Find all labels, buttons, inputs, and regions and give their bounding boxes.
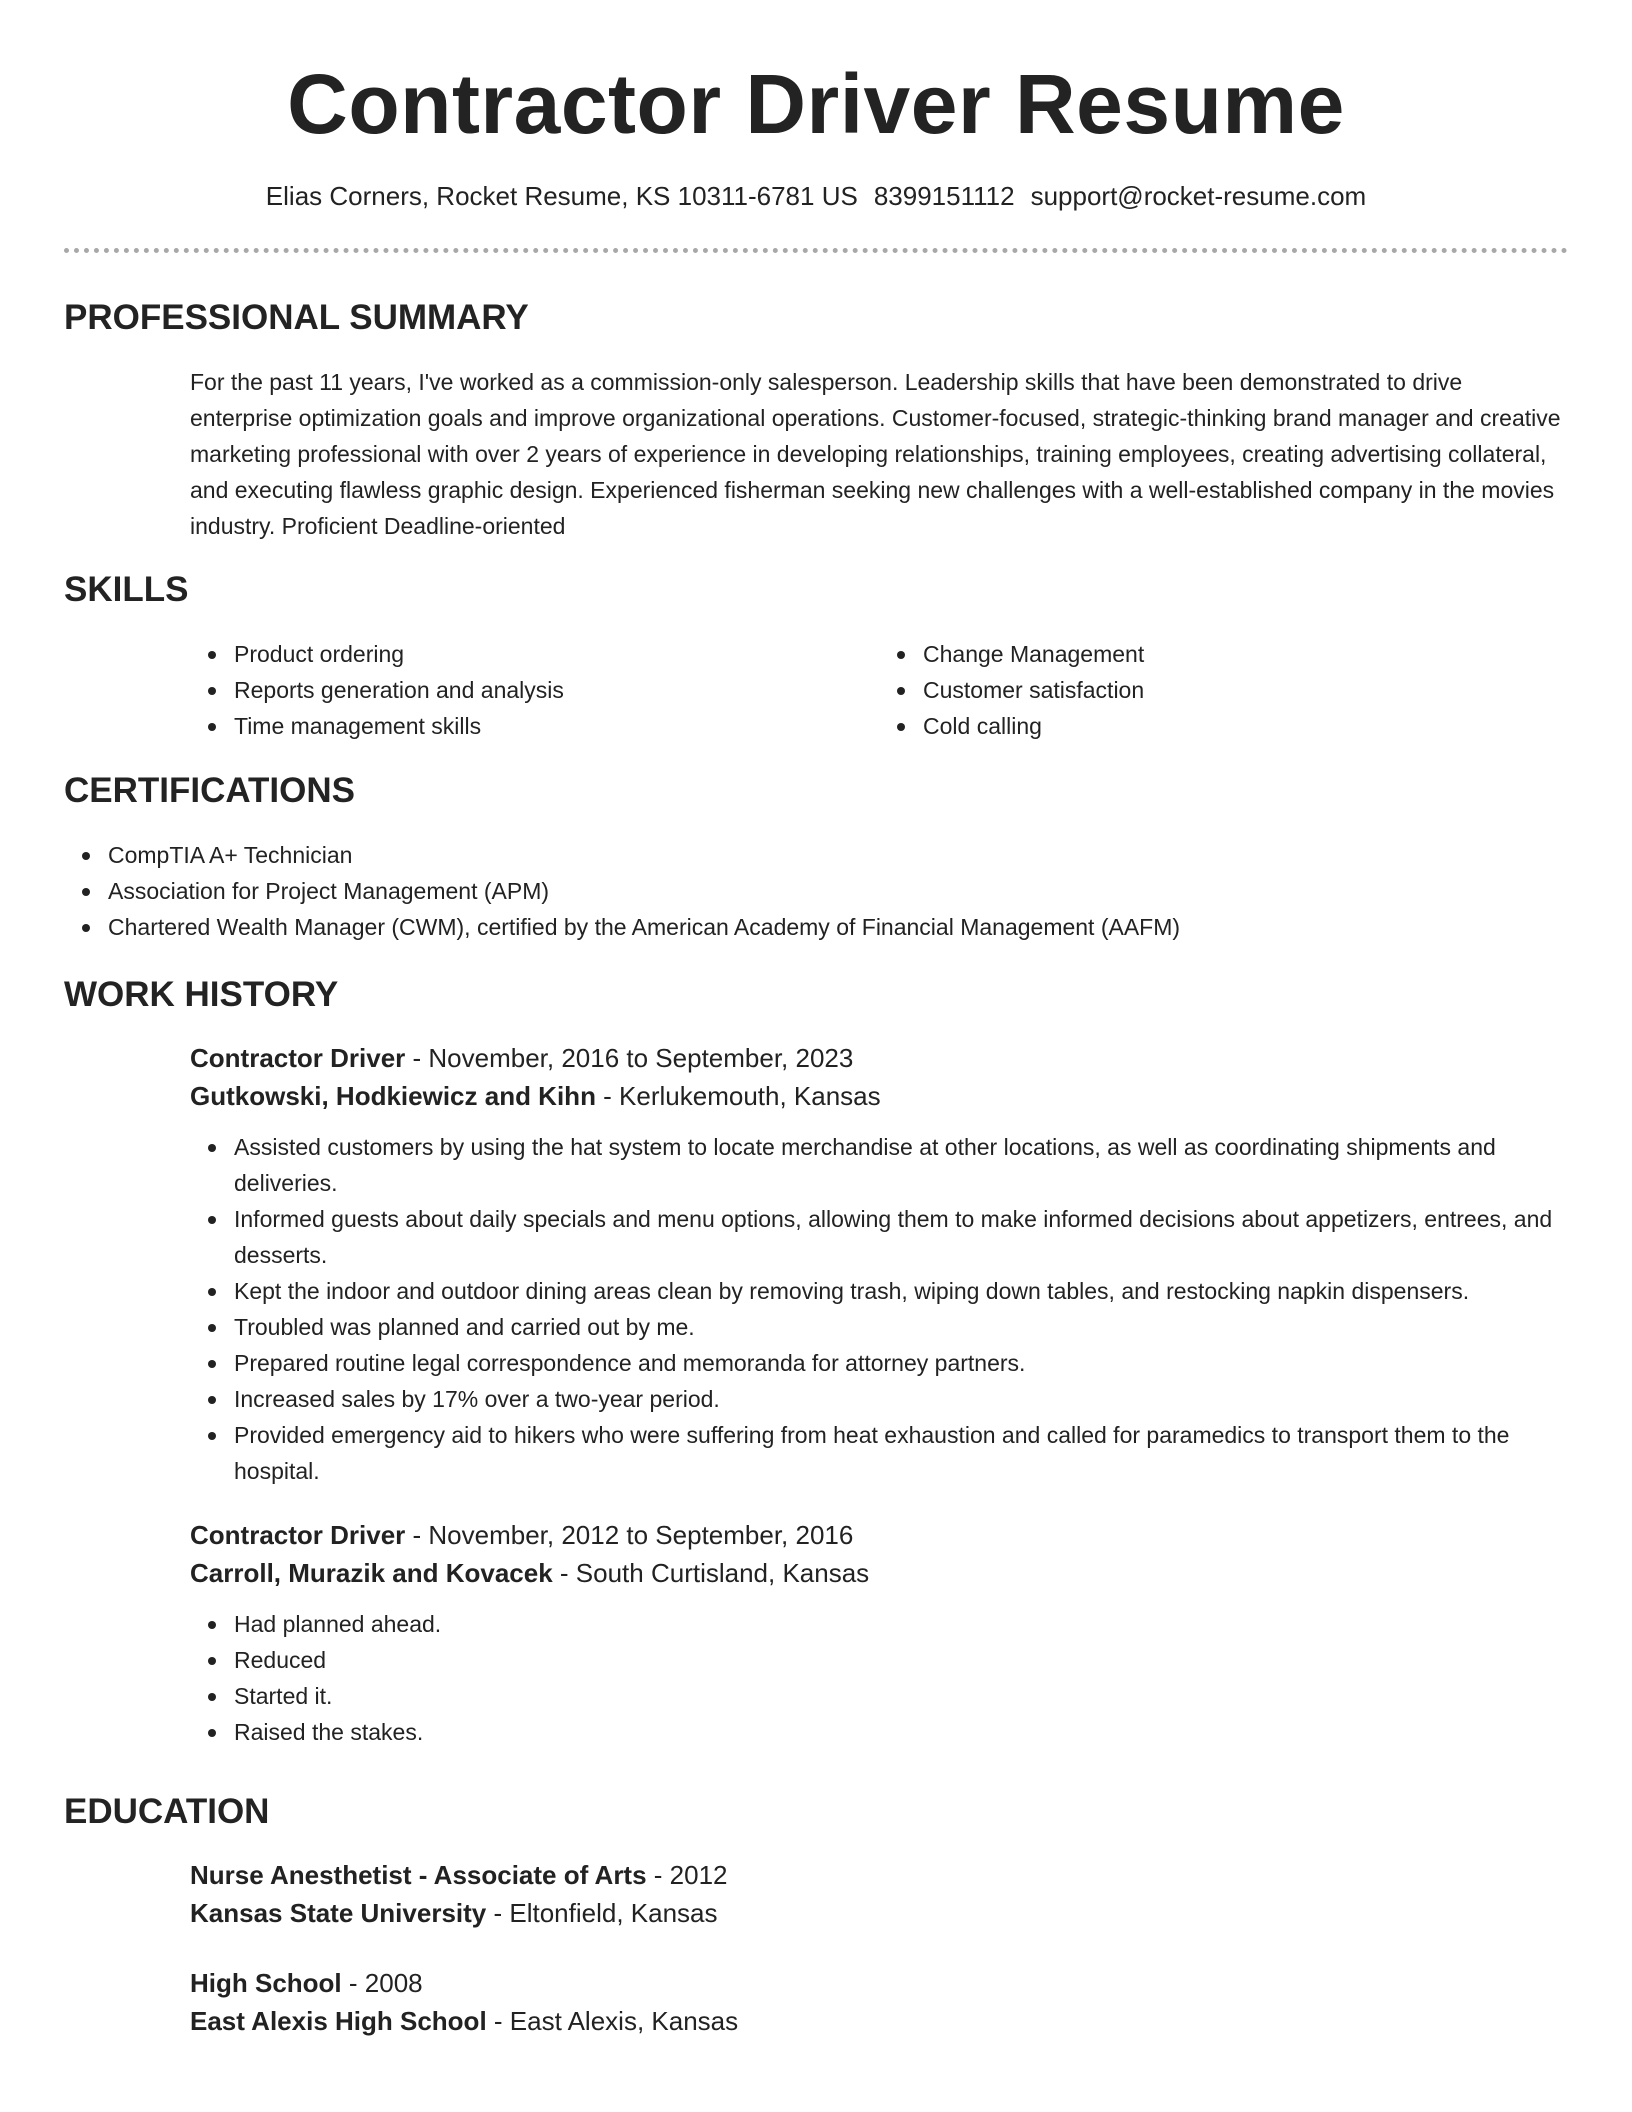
education-location: - East Alexis, Kansas [486, 2006, 739, 2036]
skill-item: Change Management [923, 636, 1568, 672]
resume-page [64, 0, 1568, 2036]
job-company: Carroll, Murazik and Kovacek [190, 1558, 553, 1588]
contact-line [64, 178, 1568, 214]
job-duty: Reduced [234, 1642, 1568, 1678]
contact-email[interactable]: support@rocket-resume.com [1030, 181, 1367, 211]
job-location: - Kerlukemouth, Kansas [595, 1081, 881, 1111]
education-degree: Nurse Anesthetist - Associate of Arts [190, 1860, 647, 1890]
contact-address: Elias Corners, Rocket Resume, KS 10311-6781 US [265, 181, 858, 211]
education-degree: High School [190, 1968, 342, 1998]
job-duty: Provided emergency aid to hikers who were suffering from heat exhaustion and called for paramedics to transport them to the hospital. [234, 1417, 1568, 1489]
job-entry [190, 1039, 1568, 1489]
certification-item: Association for Project Management (APM) [108, 873, 1568, 909]
job-duty: Started it. [234, 1678, 1568, 1714]
job-duty: Prepared routine legal correspondence and memoranda for attorney partners. [234, 1345, 1568, 1381]
work-history-section [64, 973, 1568, 1489]
summary-heading: PROFESSIONAL SUMMARY [64, 298, 529, 337]
job-duty: Informed guests about daily specials and menu options, allowing them to make informed decisions about appetizers, entrees, and desserts. [234, 1201, 1568, 1273]
job-entry [190, 1516, 1568, 1750]
job-dates: - November, 2012 to September, 2016 [405, 1520, 854, 1550]
skill-item: Customer satisfaction [923, 672, 1568, 708]
job-company: Gutkowski, Hodkiewicz and Kihn [190, 1081, 596, 1111]
skill-item: Cold calling [923, 708, 1568, 744]
education-degree-line [190, 1856, 1568, 1894]
education-location: - Eltonfield, Kansas [486, 1898, 718, 1928]
job-duties-list [190, 1129, 1568, 1489]
job-entry-2 [64, 1516, 1568, 1750]
job-dates: - November, 2016 to September, 2023 [405, 1043, 854, 1073]
job-company-line [190, 1077, 1568, 1115]
education-entry [190, 1964, 1568, 2040]
job-title-line [190, 1039, 1568, 1077]
skills-grid [190, 636, 1568, 744]
certifications-section [64, 769, 1568, 945]
certifications-heading: CERTIFICATIONS [64, 771, 356, 810]
job-duties-list [190, 1606, 1568, 1750]
job-duty: Kept the indoor and outdoor dining areas clean by removing trash, wiping down tables, and restocking napkin dispensers. [234, 1273, 1568, 1309]
resume-title: Contractor Driver Resume [287, 57, 1345, 151]
certification-item: CompTIA A+ Technician [108, 837, 1568, 873]
certifications-list [64, 837, 1568, 945]
education-school: Kansas State University [190, 1898, 487, 1928]
skill-item: Time management skills [234, 708, 879, 744]
education-heading: EDUCATION [64, 1792, 270, 1831]
job-location: - South Curtisland, Kansas [552, 1558, 870, 1588]
job-title: Contractor Driver [190, 1043, 406, 1073]
education-section [64, 1790, 1568, 2040]
education-school-line [190, 1894, 1568, 1932]
education-year: - 2012 [646, 1860, 728, 1890]
skill-item: Reports generation and analysis [234, 672, 879, 708]
header-divider [64, 248, 1568, 253]
job-duty: Assisted customers by using the hat system to locate merchandise at other locations, as well as coordinating shipments and deliveries. [234, 1129, 1568, 1201]
skills-heading: SKILLS [64, 570, 189, 609]
job-duty: Troubled was planned and carried out by me. [234, 1309, 1568, 1345]
job-duty: Had planned ahead. [234, 1606, 1568, 1642]
education-school-line [190, 2002, 1568, 2040]
summary-section [64, 296, 1568, 544]
job-duty: Increased sales by 17% over a two-year period. [234, 1381, 1568, 1417]
skills-list-left [190, 636, 879, 744]
work-history-heading: WORK HISTORY [64, 975, 339, 1014]
skills-section [64, 568, 1568, 744]
job-duty: Raised the stakes. [234, 1714, 1568, 1750]
skill-item: Product ordering [234, 636, 879, 672]
education-degree-line [190, 1964, 1568, 2002]
certification-item: Chartered Wealth Manager (CWM), certified by the American Academy of Financial Management (AAFM) [108, 909, 1568, 945]
summary-text: For the past 11 years, I've worked as a commission-only salesperson. Leadership skills that have been demonstrated to drive enterprise optimization goals and improve organizational operations. Customer-focused, strategic-thinking brand manager and creative marketing professional with over 2 years of experience in developing relationships, training employees, creating advertising collateral, and executing flawless graphic design. Experienced fisherman seeking new challenges with a well-established company in the movies industry. Proficient Deadline-oriented [190, 369, 1561, 539]
job-company-line [190, 1554, 1568, 1592]
education-year: - 2008 [341, 1968, 423, 1998]
education-school: East Alexis High School [190, 2006, 487, 2036]
education-entry [190, 1856, 1568, 1932]
skills-list-right [879, 636, 1568, 744]
job-title-line [190, 1516, 1568, 1554]
job-title: Contractor Driver [190, 1520, 406, 1550]
contact-phone: 8399151112 [873, 181, 1015, 211]
